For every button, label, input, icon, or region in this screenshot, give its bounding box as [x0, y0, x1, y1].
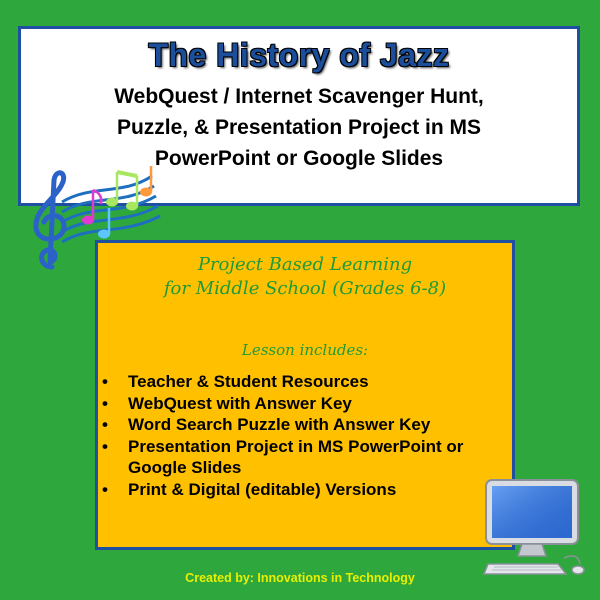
- subtitle-line: Puzzle, & Presentation Project in MS: [116, 116, 482, 139]
- list-item: • WebQuest with Answer Key: [102, 393, 352, 413]
- bullet-icon: •: [102, 393, 108, 413]
- pbl-heading: [98, 253, 512, 301]
- list-item: • Presentation Project in MS PowerPoint or Google Slides: [102, 436, 464, 477]
- credit-text: Created by: Innovations in Technology: [185, 571, 415, 585]
- info-box: [95, 240, 515, 550]
- pbl-line: for Middle School (Grades 6-8): [163, 278, 447, 299]
- page-title: The History of Jazz: [148, 37, 450, 73]
- bullet-icon: •: [102, 479, 108, 499]
- subtitle-line: PowerPoint or Google Slides: [154, 147, 444, 170]
- bullet-icon: •: [102, 436, 108, 456]
- pbl-line: Project Based Learning: [197, 254, 413, 275]
- list-item: • Print & Digital (editable) Versions: [102, 479, 397, 499]
- computer-icon: [482, 478, 586, 580]
- list-item: • Teacher & Student Resources: [102, 372, 369, 391]
- bullet-icon: •: [102, 372, 108, 391]
- subtitle: [31, 81, 567, 174]
- subtitle-line: WebQuest / Internet Scavenger Hunt,: [114, 85, 484, 108]
- list-item: • Word Search Puzzle with Answer Key: [102, 415, 431, 434]
- lesson-heading: Lesson includes:: [241, 341, 369, 359]
- bullet-list: [98, 371, 518, 500]
- bullet-icon: •: [102, 415, 108, 434]
